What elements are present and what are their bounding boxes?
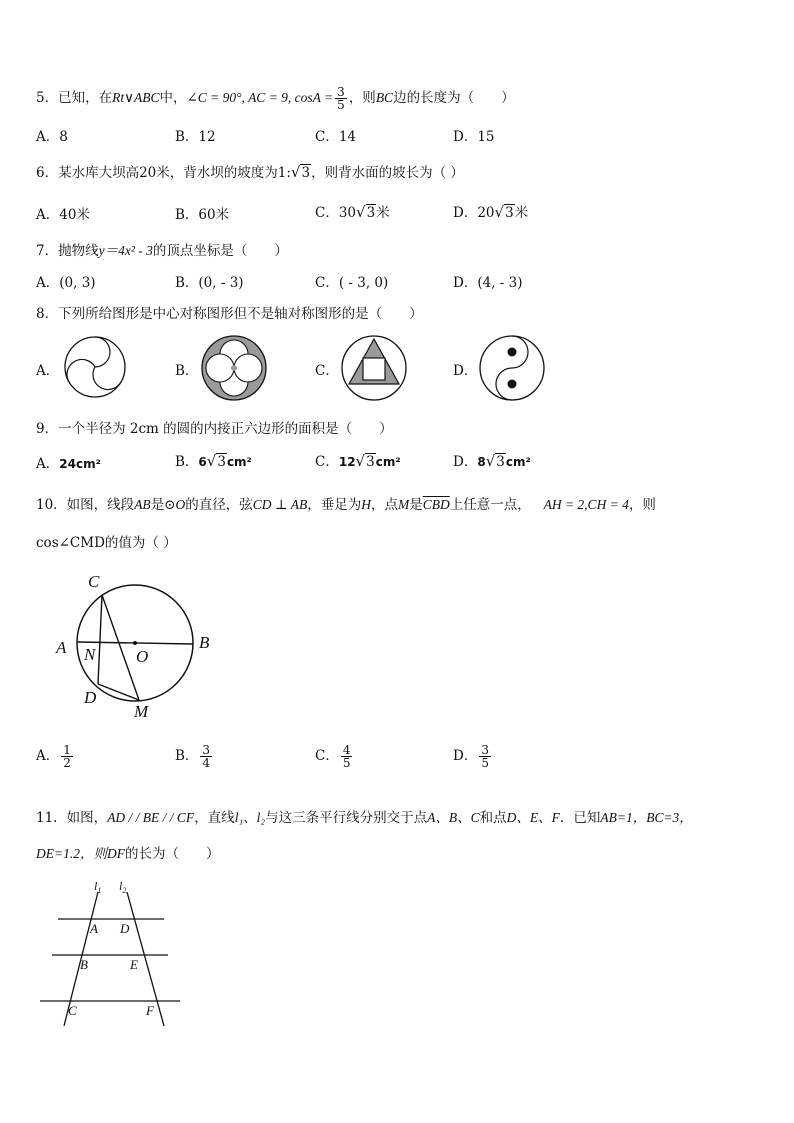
q9-optc-coef: 12 <box>338 455 356 469</box>
q11-label-e: E <box>130 957 138 972</box>
q10-optd-frac <box>479 744 491 769</box>
q8-figure-b-petals[interactable] <box>200 334 268 402</box>
q10-h: H <box>361 497 371 512</box>
q6-optc-coef: 30 <box>338 205 357 221</box>
q10-stem-d: ，垂足为 <box>307 497 362 513</box>
q7-option-a[interactable]: A．(0, 3) <box>36 275 96 291</box>
q10-stem-f: 是 <box>409 497 423 513</box>
q10-label-a: A <box>56 638 67 657</box>
q9-option-a[interactable] <box>36 452 101 472</box>
q9-optb-label: B． <box>175 454 199 470</box>
q11-line2: DE=1.2，则 <box>36 846 107 861</box>
q7-stem <box>36 239 288 259</box>
q9-optb-unit: cm² <box>226 455 252 469</box>
q11-label-d: D <box>120 921 130 936</box>
q10-optd-label: D． <box>453 748 478 764</box>
q10-label-b: B <box>199 633 210 652</box>
q11-l1: l₁ <box>234 810 244 825</box>
q11-stem-b: ，直线 <box>194 810 235 826</box>
q6-ratio: 1: <box>277 165 291 181</box>
q6-stem-a: 6．某水库大坝高20米，背水坝的坡度为 <box>36 165 278 181</box>
q10-optd-num: 3 <box>481 743 489 757</box>
q6-radicand: 3 <box>301 165 311 181</box>
q7-option-c[interactable]: C．( - 3, 0) <box>315 275 389 291</box>
q10-stem-e: ，点 <box>370 497 398 513</box>
q10-arc: $\overline{CBD}$ <box>422 497 450 512</box>
q9-optb-coef: 6 <box>198 455 207 469</box>
q9-opta-value: 24cm² <box>59 457 101 471</box>
q10-stem-h: ，则 <box>628 497 656 513</box>
q10-optd-den: 5 <box>481 756 489 770</box>
q10-optb-num: 3 <box>202 743 211 757</box>
q8-option-b-label[interactable]: B． <box>175 363 199 379</box>
q8-figure-c-triangle[interactable] <box>340 334 408 402</box>
q10-label-c: C <box>88 572 100 591</box>
q11-stem-a: 11．如图， <box>36 810 108 826</box>
q5-frac-num: 3 <box>337 85 345 99</box>
q5-suffix-a: ，则 <box>348 90 376 106</box>
q10-segment-cm <box>102 595 139 700</box>
q10-option-d[interactable] <box>453 744 493 769</box>
q11-stem-e: ．已知 <box>559 810 601 826</box>
q10-cd: CD ⊥ AB <box>252 497 308 512</box>
q10-optc-num: 4 <box>342 743 351 757</box>
q10-stem-line1 <box>36 493 656 513</box>
q9-option-d[interactable] <box>453 450 531 470</box>
q5-option-b[interactable]: B．12 <box>175 129 216 145</box>
q9-optd-coef: 8 <box>477 455 486 469</box>
q11-label-a: A <box>90 921 98 936</box>
q10-optc-den: 5 <box>342 756 351 770</box>
q10-label-m: M <box>134 702 149 721</box>
q10-optb-label: B． <box>175 748 199 764</box>
q9-opta-label: A． <box>36 456 60 472</box>
q9-optc-label: C． <box>315 454 339 470</box>
q10-condition: AH = 2,CH = 4 <box>543 497 629 512</box>
q10-opta-frac <box>61 744 73 769</box>
q10-cos: cos∠CMD <box>36 535 105 551</box>
q10-stem-c: 的直径，弦 <box>185 497 253 513</box>
q5-triangle: Rt∨ABC <box>112 90 160 105</box>
q6-optd-rad: 3 <box>505 205 514 221</box>
q6-stem-b: ，则背水面的坡长为（ ） <box>311 165 464 181</box>
q10-circle-figure <box>50 567 220 727</box>
q9-stem: 9．一个半径为 2cm 的圆的内接正六边形的面积是（ ） <box>36 421 393 437</box>
q11-df: DF <box>106 846 125 861</box>
q11-label-c: C <box>68 1003 77 1018</box>
q9-option-c[interactable] <box>315 450 401 470</box>
q6-optc-unit: 米 <box>376 205 390 221</box>
q11-stem-line2 <box>36 842 219 862</box>
q6-option-b[interactable]: B．60米 <box>175 207 230 223</box>
q6-optc-sqrt: √3 <box>356 203 376 221</box>
q7-option-d[interactable]: D．(4, - 3) <box>453 275 523 291</box>
q10-stem-a: 10．如图，线段 <box>36 497 135 513</box>
q9-optd-label: D． <box>453 454 478 470</box>
q11-label-f: F <box>146 1003 154 1018</box>
q9-optc-rad: 3 <box>366 454 375 470</box>
q10-stem-g: 上任意一点， <box>449 497 531 513</box>
q11-stem-c: 与这三条平行线分别交于点 <box>265 810 428 826</box>
q10-optc-frac <box>341 744 353 769</box>
q7-stem-a: 7．抛物线 <box>36 243 99 259</box>
q10-option-a[interactable] <box>36 744 75 769</box>
q10-label-o: O <box>136 647 149 666</box>
q5-fraction <box>335 86 347 111</box>
q5-frac-den: 5 <box>337 98 345 112</box>
q6-stem <box>36 161 464 181</box>
q11-label-l1: $l_1$ <box>94 879 102 895</box>
q10-chord-cd <box>98 595 102 684</box>
q9-optd-unit: cm² <box>505 455 531 469</box>
q11-sep: 、 <box>243 810 257 826</box>
q9-optb-sqrt: √3 <box>206 452 226 470</box>
q5-stem <box>36 86 515 111</box>
q5-prefix: 5．已知，在 <box>36 90 113 106</box>
q10-o: O <box>175 497 186 512</box>
q10-label-n: N <box>84 645 96 664</box>
q5-option-d[interactable]: D．15 <box>453 129 495 145</box>
q10-center-point <box>133 641 137 645</box>
q6-option-a[interactable]: A．40米 <box>36 207 90 223</box>
q11-condition: AB=1，BC=3， <box>600 810 693 825</box>
q9-optc-unit: cm² <box>375 455 401 469</box>
q11-stem-line1 <box>36 806 693 826</box>
q8-option-c-label[interactable]: C． <box>315 363 339 379</box>
q6-option-d[interactable] <box>453 201 528 221</box>
q5-option-c[interactable]: C．14 <box>315 129 357 145</box>
q10-stem-b: 是⊙ <box>150 497 176 513</box>
q11-pts2: D、E、F <box>506 810 560 825</box>
q11-label-l2: $l_2$ <box>119 879 127 895</box>
q5-condition: ∠C = 90°, AC = 9, cosA = <box>186 90 334 105</box>
q5-bc: BC <box>375 90 394 105</box>
q11-line2-b: 的长为（ ） <box>124 846 220 862</box>
q10-line2-b: 的值为（ ） <box>104 535 177 551</box>
q10-stem-line2 <box>36 531 177 551</box>
q7-stem-b: 的顶点坐标是（ ） <box>152 243 288 259</box>
q8-figure-d-yinyang[interactable] <box>478 334 546 402</box>
q7-expression: y＝4x² - 3 <box>98 243 153 258</box>
q8-figure-a-swirl[interactable] <box>63 335 127 399</box>
q9-optb-rad: 3 <box>217 454 226 470</box>
q10-option-c[interactable] <box>315 744 354 769</box>
q9-option-b[interactable] <box>175 450 252 470</box>
q8-option-d-label[interactable]: D． <box>453 363 478 379</box>
q10-opta-den: 2 <box>63 756 71 770</box>
q10-label-d: D <box>84 688 97 707</box>
q10-option-b[interactable] <box>175 744 214 769</box>
q6-optd-label: D． <box>453 205 478 221</box>
q10-optb-frac <box>200 744 212 769</box>
q6-option-c[interactable] <box>315 201 390 221</box>
q5-suffix-b: 边的长度为（ ） <box>393 90 515 106</box>
q9-optd-rad: 3 <box>496 454 505 470</box>
q11-pts1: A、B、C <box>427 810 480 825</box>
q11-l2: l₂ <box>256 810 266 825</box>
q8-option-a-label[interactable]: A． <box>36 363 60 379</box>
q11-label-b: B <box>80 957 88 972</box>
q11-stem-d: 和点 <box>479 810 507 826</box>
q10-optb-den: 4 <box>202 756 211 770</box>
q6-optd-unit: 米 <box>514 205 529 221</box>
q9-optc-sqrt: √3 <box>355 452 375 470</box>
q10-opta-num: 1 <box>63 743 71 757</box>
q7-option-b[interactable]: B．(0, - 3) <box>175 275 244 291</box>
q5-mid: 中， <box>159 90 187 106</box>
q5-option-a[interactable]: A．8 <box>36 129 68 145</box>
q6-optc-label: C． <box>315 205 339 221</box>
q6-sqrt: √3 <box>290 163 311 181</box>
q10-opta-label: A． <box>36 748 60 764</box>
q10-ab: AB <box>134 497 151 512</box>
q6-optd-coef: 20 <box>477 205 495 221</box>
q11-parallel-figure <box>36 878 196 1033</box>
q10-optc-label: C． <box>315 748 339 764</box>
q8-stem: 8．下列所给图形是中心对称图形但不是轴对称图形的是（ ） <box>36 306 423 322</box>
q10-m: M <box>397 497 410 512</box>
q11-parallel: AD / / BE / / CF <box>107 810 195 825</box>
q6-optd-sqrt: √3 <box>494 203 514 221</box>
q6-optc-rad: 3 <box>366 205 376 221</box>
q9-optd-sqrt: √3 <box>485 452 505 470</box>
